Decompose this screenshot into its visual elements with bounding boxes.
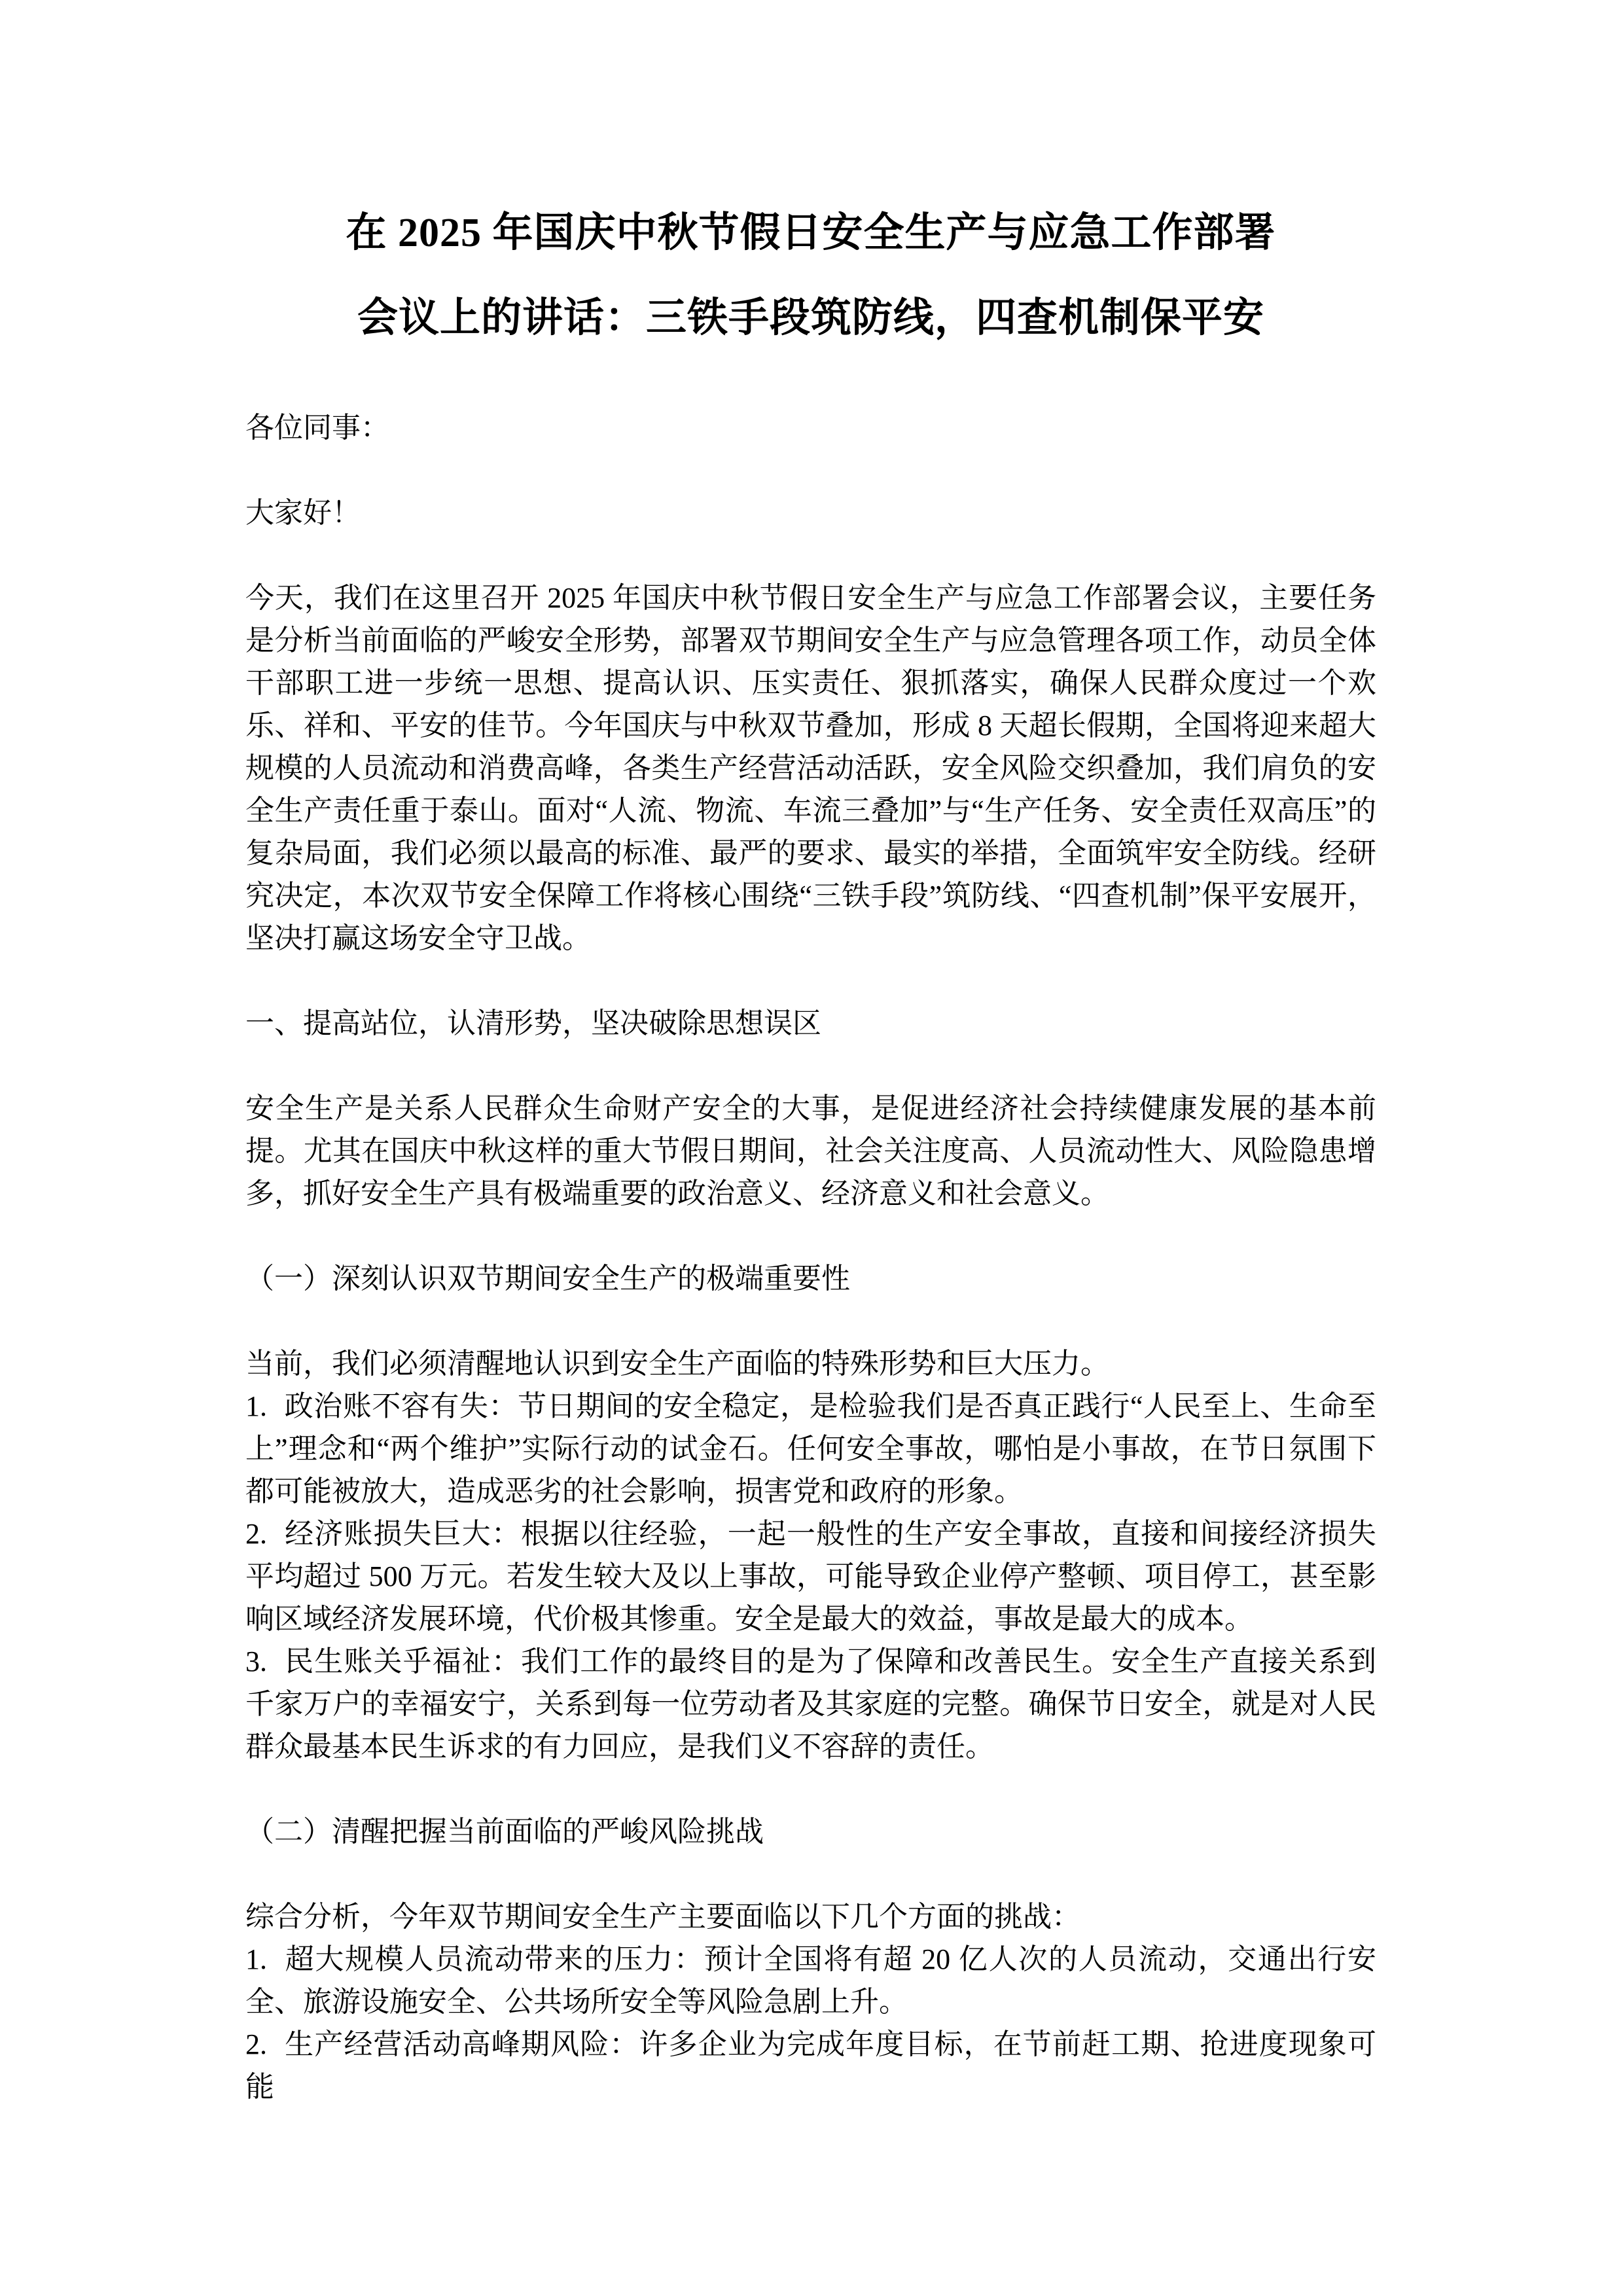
list-item-number: 3. — [245, 1645, 267, 1677]
document-title-line-2: 会议上的讲话：三铁手段筑防线，四查机制保平安 — [357, 296, 1264, 340]
greeting: 大家好！ — [245, 497, 361, 529]
subsection-1-heading: （一）深刻认识双节期间安全生产的极端重要性 — [245, 1263, 850, 1295]
document-title-line-1: 在 2025 年国庆中秋节假日安全生产与应急工作部署 — [346, 211, 1276, 255]
section-1-paragraph: 安全生产是关系人民群众生命财产安全的大事，是促进经济社会持续健康发展的基本前提。尤其在国庆中秋这样的重大节假日期间，社会关注度高、人员流动性大、风险隐患增多，抓好安全生产具有极端重要的政治意义、经济意义和社会意义。 — [245, 1092, 1376, 1210]
subsection-2-intro: 综合分析，今年双节期间安全生产主要面临以下几个方面的挑战： — [245, 1901, 1080, 1933]
document-content — [245, 0, 1376, 2108]
list-item — [245, 1513, 1376, 1640]
list-item-text: 经济账损失巨大：根据以往经验，一起一般性的生产安全事故，直接和间接经济损失平均超过 500 万元。若发生较大及以上事故，可能导致企业停产整顿、项目停工，甚至影响区域经济发展环境，代价极其惨重。安全是最大的效益，事故是最大的成本。 — [245, 1518, 1376, 1635]
list-item-number: 1. — [245, 1390, 267, 1422]
list-item — [245, 1938, 1376, 2023]
list-item-text: 政治账不容有失：节日期间的安全稳定，是检验我们是否真正践行“人民至上、生命至上”理念和“两个维护”实际行动的试金石。任何安全事故，哪怕是小事故，在节日氛围下都可能被放大，造成恶劣的社会影响，损害党和政府的形象。 — [245, 1390, 1376, 1507]
salutation: 各位同事： — [245, 412, 389, 444]
list-item-number: 2. — [245, 1518, 267, 1550]
subsection-1-intro: 当前，我们必须清醒地认识到安全生产面临的特殊形势和巨大压力。 — [245, 1348, 1109, 1380]
list-item — [245, 1385, 1376, 1513]
document-title — [245, 190, 1376, 361]
list-item-number: 2. — [245, 2028, 267, 2060]
opening-paragraph: 今天，我们在这里召开 2025 年国庆中秋节假日安全生产与应急工作部署会议，主要任务是分析当前面临的严峻安全形势，部署双节期间安全生产与应急管理各项工作，动员全体干部职工进一步统一思想、提高认识、压实责任、狠抓落实，确保人民群众度过一个欢乐、祥和、平安的佳节。今年国庆与中秋双节叠加，形成 8 天超长假期，全国将迎来超大规模的人员流动和消费高峰，各类生产经营活动活跃，安全风险交织叠加，我们肩负的安全生产责任重于泰山。面对“人流、物流、车流三叠加”与“生产任务、安全责任双高压”的复杂局面，我们必须以最高的标准、最严的要求、最实的举措，全面筑牢安全防线。经研究决定，本次双节安全保障工作将核心围绕“三铁手段”筑防线、“四查机制”保平安展开，坚决打赢这场安全守卫战。 — [245, 582, 1376, 954]
list-item — [245, 1640, 1376, 1768]
subsection-2-heading: （二）清醒把握当前面临的严峻风险挑战 — [245, 1816, 764, 1848]
list-item-text: 超大规模人员流动带来的压力：预计全国将有超 20 亿人次的人员流动，交通出行安全、旅游设施安全、公共场所安全等风险急剧上升。 — [245, 1943, 1376, 2018]
list-item-number: 1. — [245, 1943, 267, 1975]
list-item — [245, 2023, 1376, 2108]
list-item-text: 生产经营活动高峰期风险：许多企业为完成年度目标，在节前赶工期、抢进度现象可能 — [245, 2028, 1376, 2103]
list-item-text: 民生账关乎福祉：我们工作的最终目的是为了保障和改善民生。安全生产直接关系到千家万户的幸福安宁，关系到每一位劳动者及其家庭的完整。确保节日安全，就是对人民群众最基本民生诉求的有力回应，是我们义不容辞的责任。 — [245, 1645, 1376, 1763]
section-1-heading: 一、提高站位，认清形势，坚决破除思想误区 — [245, 1007, 821, 1039]
